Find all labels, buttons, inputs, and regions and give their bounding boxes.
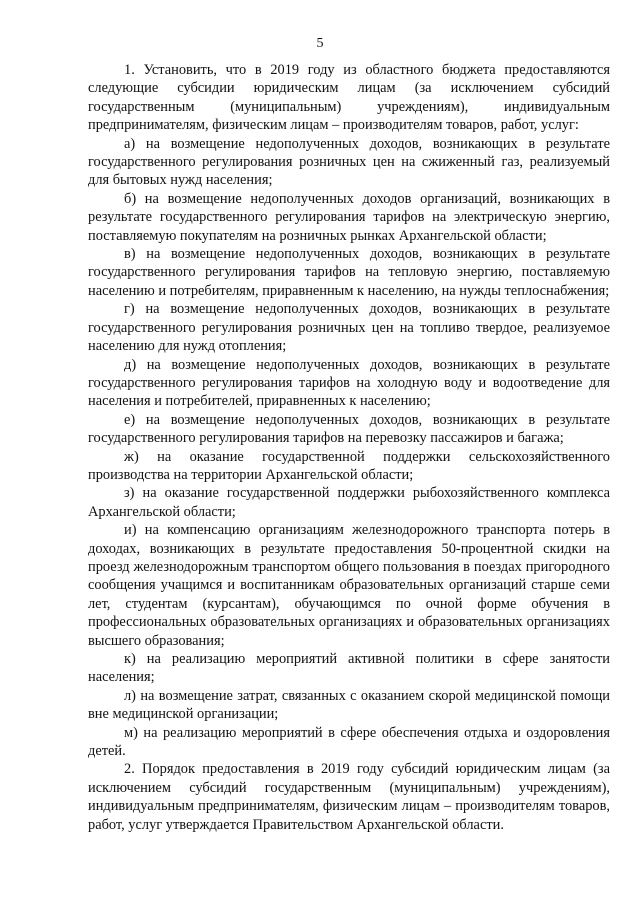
paragraph-clause-2: 2. Порядок предоставления в 2019 году субсидий юридическим лицам (за исключением субсидий государственным (муниципальным) учреждениям), индивидуальным предпринимателям, физическим лицам – производителям товаров, работ, услуг утверждается Правительством Архангельской области. bbox=[88, 761, 610, 833]
paragraph-item-g: г) на возмещение недополученных доходов, возникающих в результате государственного регулирования розничных цен на топливо твердое, реализуемое населению для нужд отопления; bbox=[88, 301, 610, 355]
paragraph-item-z: з) на оказание государственной поддержки рыбохозяйственного комплекса Архангельской области; bbox=[88, 485, 610, 520]
paragraph-item-a: а) на возмещение недополученных доходов, возникающих в результате государственного регулирования розничных цен на сжиженный газ, реализуемый для бытовых нужд населения; bbox=[88, 135, 610, 189]
paragraph-item-k: к) на реализацию мероприятий активной политики в сфере занятости населения; bbox=[88, 651, 610, 686]
paragraph-item-zh: ж) на оказание государственной поддержки сельскохозяйственного производства на территории Архангельской области; bbox=[88, 448, 610, 483]
paragraph-item-d: д) на возмещение недополученных доходов, возникающих в результате государственного регулирования тарифов на холодную воду и водоотведение для населения и потребителей, приравненных к населению; bbox=[88, 356, 610, 410]
paragraph-item-b: б) на возмещение недополученных доходов организаций, возникающих в результате государственного регулирования тарифов на электрическую энергию, поставляемую покупателям на розничных рынках Архангельской области; bbox=[88, 190, 610, 244]
page-number: 5 bbox=[316, 36, 324, 51]
paragraph-item-l: л) на возмещение затрат, связанных с оказанием скорой медицинской помощи вне медицинской организации; bbox=[88, 687, 610, 723]
document-body bbox=[88, 61, 610, 834]
paragraph-item-i: и) на компенсацию организациям железнодорожного транспорта потерь в доходах, возникающих в результате предоставления 50-процентной скидки на проезд железнодорожным транспортом общего пользования в поездах пригородного сообщения учащимся и воспитанникам образовательных организаций старше семи лет, студентам (курсантам), обучающимся по очной форме обучения в профессиональных образовательных организациях и образовательных организациях высшего образования; bbox=[88, 522, 610, 649]
paragraph-item-m: м) на реализацию мероприятий в сфере обеспечения отдыха и оздоровления детей. bbox=[88, 724, 610, 760]
paragraph-item-e: е) на возмещение недополученных доходов, возникающих в результате государственного регулирования тарифов на перевозку пассажиров и багажа; bbox=[88, 411, 610, 447]
paragraph-clause-1: 1. Установить, что в 2019 году из областного бюджета предоставляются следующие субсидии юридическим лицам (за исключением субсидий государственным (муниципальным) учреждениям), индивидуальным предпринимателям, физическим лицам – производителям товаров, работ, услуг: bbox=[88, 62, 610, 134]
paragraph-item-v: в) на возмещение недополученных доходов, возникающих в результате государственного регулирования тарифов на тепловую энергию, поставляемую населению и потребителям, приравненным к населению, на нужды теплоснабжения; bbox=[88, 246, 610, 299]
